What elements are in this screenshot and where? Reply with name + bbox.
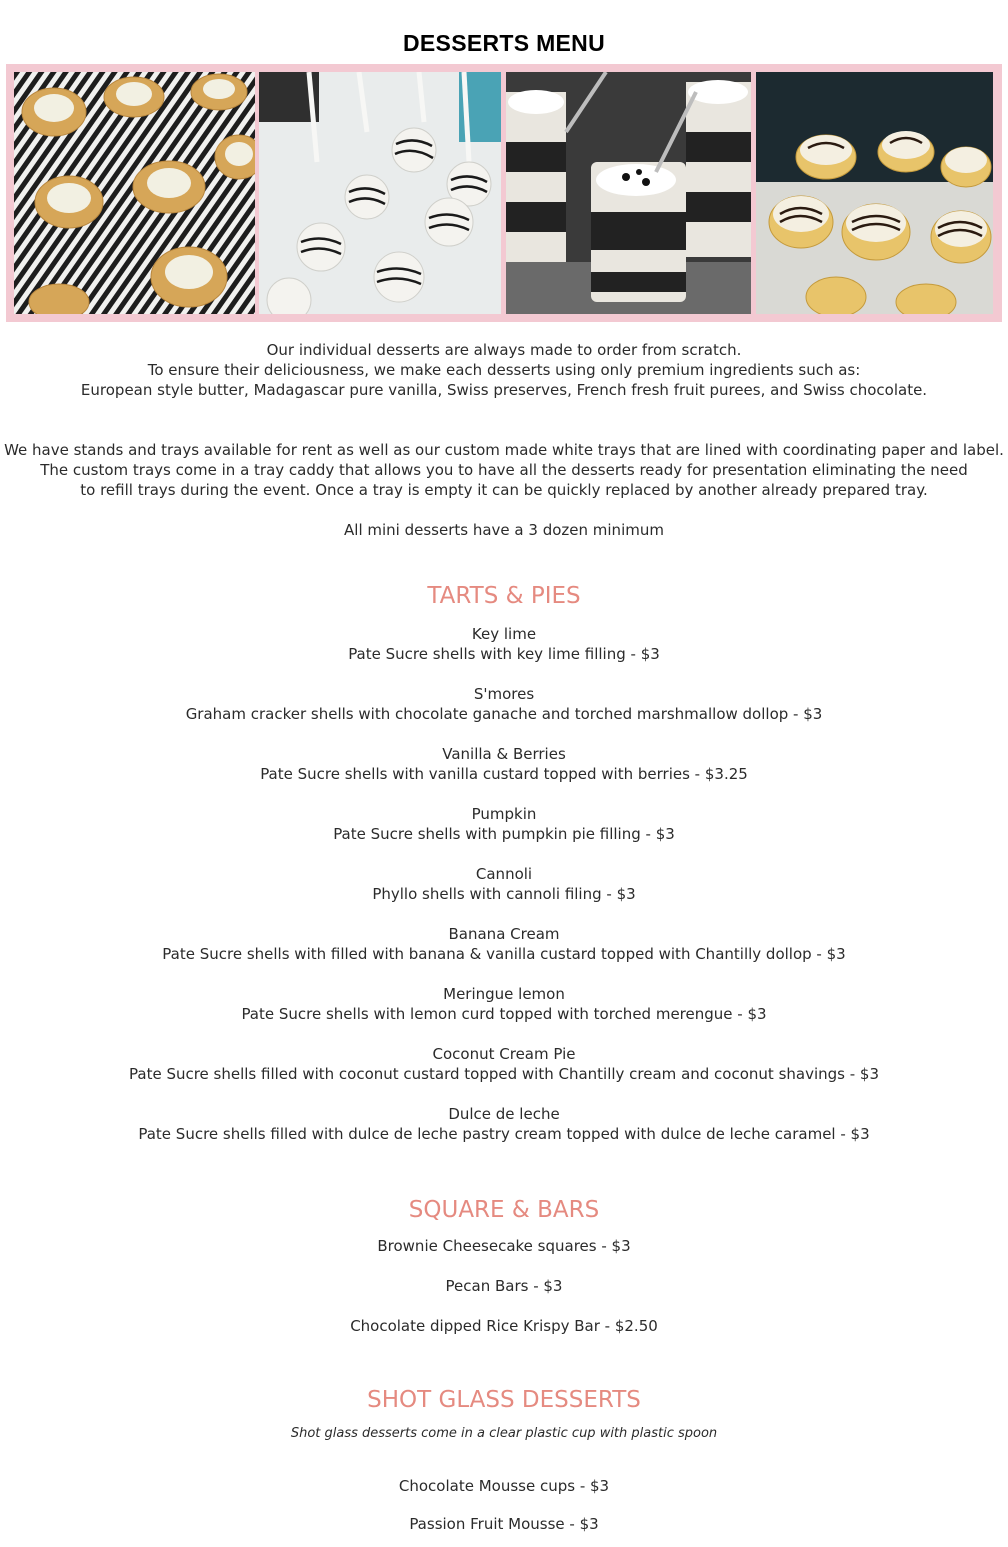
menu-item-desc: Pate Sucre shells filled with coconut custard topped with Chantilly cream and coconut shavings - $3: [129, 1065, 879, 1083]
menu-item-desc: Phyllo shells with cannoli filing - $3: [372, 885, 636, 903]
menu-item-desc: Pate Sucre shells with pumpkin pie filling - $3: [333, 825, 675, 843]
menu-item-name: Dulce de leche: [448, 1105, 560, 1123]
cream-puffs-photo[interactable]: [756, 72, 993, 314]
shot-glass-desserts-photo[interactable]: [506, 72, 751, 314]
section-heading-shots: SHOT GLASS DESSERTS: [367, 1387, 641, 1413]
menu-item-desc: Pate Sucre shells with key lime filling - $3: [348, 645, 660, 663]
menu-item-desc: Pate Sucre shells filled with dulce de leche pastry cream topped with dulce de leche caramel - $3: [138, 1125, 870, 1143]
menu-item-desc: Graham cracker shells with chocolate ganache and torched marshmallow dollop - $3: [185, 705, 823, 723]
intro-text: European style butter, Madagascar pure vanilla, Swiss preserves, French fresh fruit purees, and Swiss chocolate.: [80, 381, 928, 399]
menu-item: Chocolate Mousse cups - $3: [398, 1477, 610, 1495]
tray-info-text: to refill trays during the event. Once a tray is empty it can be quickly replaced by another already prepared tray.: [80, 481, 928, 499]
intro-text: To ensure their deliciousness, we make each desserts using only premium ingredients such as:: [147, 361, 861, 379]
menu-item-name: Cannoli: [475, 865, 533, 883]
tray-info-text: The custom trays come in a tray caddy that allows you to have all the desserts ready for presentation eliminating the need: [40, 461, 968, 479]
shot-glass-note: Shot glass desserts come in a clear plastic cup with plastic spoon: [290, 1426, 718, 1441]
menu-item-name: Pumpkin: [471, 805, 537, 823]
menu-item-name: Meringue lemon: [443, 985, 565, 1003]
menu-item-desc: Pate Sucre shells with lemon curd topped with torched merengue - $3: [241, 1005, 767, 1023]
cake-pops-photo[interactable]: [259, 72, 501, 314]
page-title: DESSERTS MENU: [403, 30, 605, 56]
menu-item: Pecan Bars - $3: [445, 1277, 563, 1295]
photo-gallery: [6, 64, 1002, 322]
menu-item-desc: Pate Sucre shells with vanilla custard topped with berries - $3.25: [260, 765, 748, 783]
menu-item-desc: Pate Sucre shells with filled with banana & vanilla custard topped with Chantilly dollop - $3: [162, 945, 846, 963]
menu-item-name: S'mores: [473, 685, 535, 703]
tray-info-text: We have stands and trays available for rent as well as our custom made white trays that are lined with coordinating paper and label.: [4, 441, 1004, 459]
menu-item: Chocolate dipped Rice Krispy Bar - $2.50: [350, 1317, 658, 1335]
intro-text: Our individual desserts are always made to order from scratch.: [266, 341, 742, 359]
menu-item-name: Coconut Cream Pie: [432, 1045, 576, 1063]
tartlets-photo[interactable]: [14, 72, 255, 314]
section-heading-tarts: TARTS & PIES: [427, 583, 581, 609]
menu-item: Passion Fruit Mousse - $3: [409, 1515, 599, 1533]
section-heading-bars: SQUARE & BARS: [408, 1197, 600, 1223]
menu-item-name: Vanilla & Berries: [442, 745, 566, 763]
menu-item-name: Key lime: [471, 625, 537, 643]
menu-item: Brownie Cheesecake squares - $3: [377, 1237, 631, 1255]
menu-content: [0, 340, 1008, 1534]
menu-item-name: Banana Cream: [448, 925, 560, 943]
minimum-order-text: All mini desserts have a 3 dozen minimum: [344, 521, 664, 539]
